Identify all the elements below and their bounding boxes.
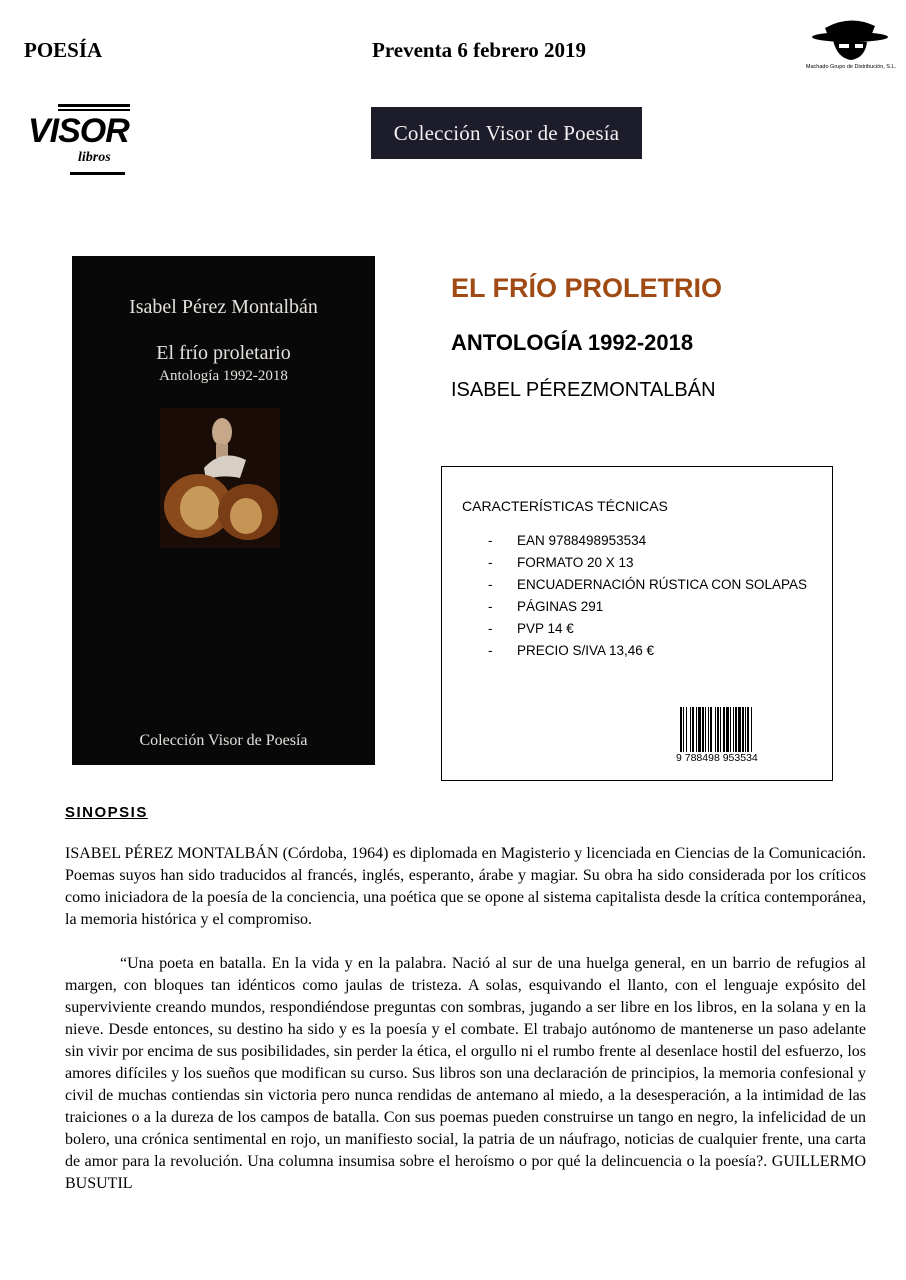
spec-item-pages: - PÁGINAS 291 xyxy=(488,599,604,614)
barcode-bar xyxy=(710,707,712,753)
book-title: EL FRÍO PROLETRIO xyxy=(451,273,723,303)
barcode-bar xyxy=(720,707,721,753)
presale-date: Preventa 6 febrero 2019 xyxy=(372,38,587,62)
spec-item-binding: - ENCUADERNACIÓN RÚSTICA CON SOLAPAS xyxy=(488,577,808,592)
barcode-bar xyxy=(708,707,709,753)
technical-specs-box xyxy=(441,466,833,781)
spec-item-ean: - EAN 9788498953534 xyxy=(488,533,647,548)
spec-item-price-no-vat: - PRECIO S/IVA 13,46 € xyxy=(488,643,655,658)
barcode-bar xyxy=(717,707,719,753)
barcode-bar xyxy=(690,707,691,753)
barcode-bar xyxy=(680,707,682,753)
barcode-bar xyxy=(686,707,687,753)
book-cover xyxy=(72,256,375,765)
barcode-bar xyxy=(730,707,731,753)
spec-item-pvp: - PVP 14 € xyxy=(488,621,574,636)
cover-collection: Colección Visor de Poesía xyxy=(139,732,308,749)
barcode-bar xyxy=(738,707,741,753)
distributor-name: Machado Grupo de Distribución, S.L. xyxy=(805,64,897,70)
hat-silhouette-icon xyxy=(805,14,895,64)
barcode-bar xyxy=(698,707,701,753)
barcode-bar xyxy=(742,707,744,753)
publisher-logo xyxy=(28,102,158,178)
category-label: POESÍA xyxy=(24,38,103,62)
barcode-bar xyxy=(747,707,749,753)
distributor-logo xyxy=(805,14,895,76)
barcode-bar xyxy=(733,707,734,753)
barcode-bar xyxy=(745,707,746,753)
synopsis-heading: SINOPSIS xyxy=(65,804,148,821)
synopsis-paragraph-2: “Una poeta en batalla. En la vida y en la palabra. Nació al sur de una huelga general, en un barrio de refugios al margen, con bloques tan idénticos como jaulas de tristeza. A solas, esquivando el llanto, con el lenguaje expósito del superviviente creando mundos, respondiéndose preguntas con sombras, jugando a ser libre en los libros, en la solana y en la nieve. Desde entonces, su destino ha sido y es la poesía y el combate. El trabajo autónomo de mantenerse un paso adelante sin vivir por encima de sus posibilidades, sin perder la ética, el orgullo ni el rumbo frente al desenlace hostil del esfuerzo, los amores difíciles y los sueños que modifican su curso. Sus libros son una declaración de principios, la memoria confesional y civil de muchas contiendas sin victoria pero nunca rendidas de antemano al miedo, a la desesperación, a la intimidad de las traiciones o a la dureza de los campos de batalla. Con sus poemas pueden construirse un tango en negro, la infelicidad de un bolero, una crónica sentimental en rojo, un manifiesto social, la patria de un náufrago, noticias de cualquier frente, una carta de amor para la revolución. Una columna insumisa sobre el heroísmo o por qué la delincuencia o la poesía?. GUILLERMO BUSUTIL xyxy=(65,955,866,1192)
collection-banner: Colección Visor de Poesía xyxy=(371,107,642,159)
barcode-digits: 9 788498 953534 xyxy=(674,752,806,764)
book-subtitle: ANTOLOGÍA 1992-2018 xyxy=(451,330,694,355)
barcode-bar xyxy=(705,707,706,753)
publisher-logo-text: VISOR xyxy=(28,112,129,150)
specs-list xyxy=(488,530,807,662)
spec-item-format: - FORMATO 20 X 13 xyxy=(488,555,634,570)
barcode-bar xyxy=(692,707,694,753)
cover-subtitle: Antología 1992-2018 xyxy=(159,368,288,384)
barcode-bar xyxy=(702,707,704,753)
cover-artwork xyxy=(160,408,280,548)
barcode-bar xyxy=(723,707,725,753)
barcode-bar xyxy=(726,707,729,753)
barcode-bar xyxy=(751,707,752,753)
synopsis-paragraph-1: ISABEL PÉREZ MONTALBÁN (Córdoba, 1964) es diplomada en Magisterio y licenciada en Ciencias de la Comunicación. Poemas suyos han sido traducidos al francés, inglés, esperanto, árabe y magiar. Su obra ha sido considerada por los críticos como iniciadora de la poesía de la conciencia, una poética que se opone al sistema capitalista desde la crítica contemporánea, la memoria histórica y el compromiso. xyxy=(65,845,866,928)
cover-title: El frío proletario xyxy=(156,342,291,364)
barcode-bar xyxy=(735,707,737,753)
barcode-bar xyxy=(696,707,697,753)
cover-author: Isabel Pérez Montalbán xyxy=(129,296,318,318)
specs-heading: CARACTERÍSTICAS TÉCNICAS xyxy=(462,498,668,514)
publisher-logo-subtext: libros xyxy=(78,150,111,165)
barcode-bar xyxy=(683,707,684,753)
book-author: ISABEL PÉREZMONTALBÁN xyxy=(451,379,716,401)
barcode-bar xyxy=(715,707,716,753)
